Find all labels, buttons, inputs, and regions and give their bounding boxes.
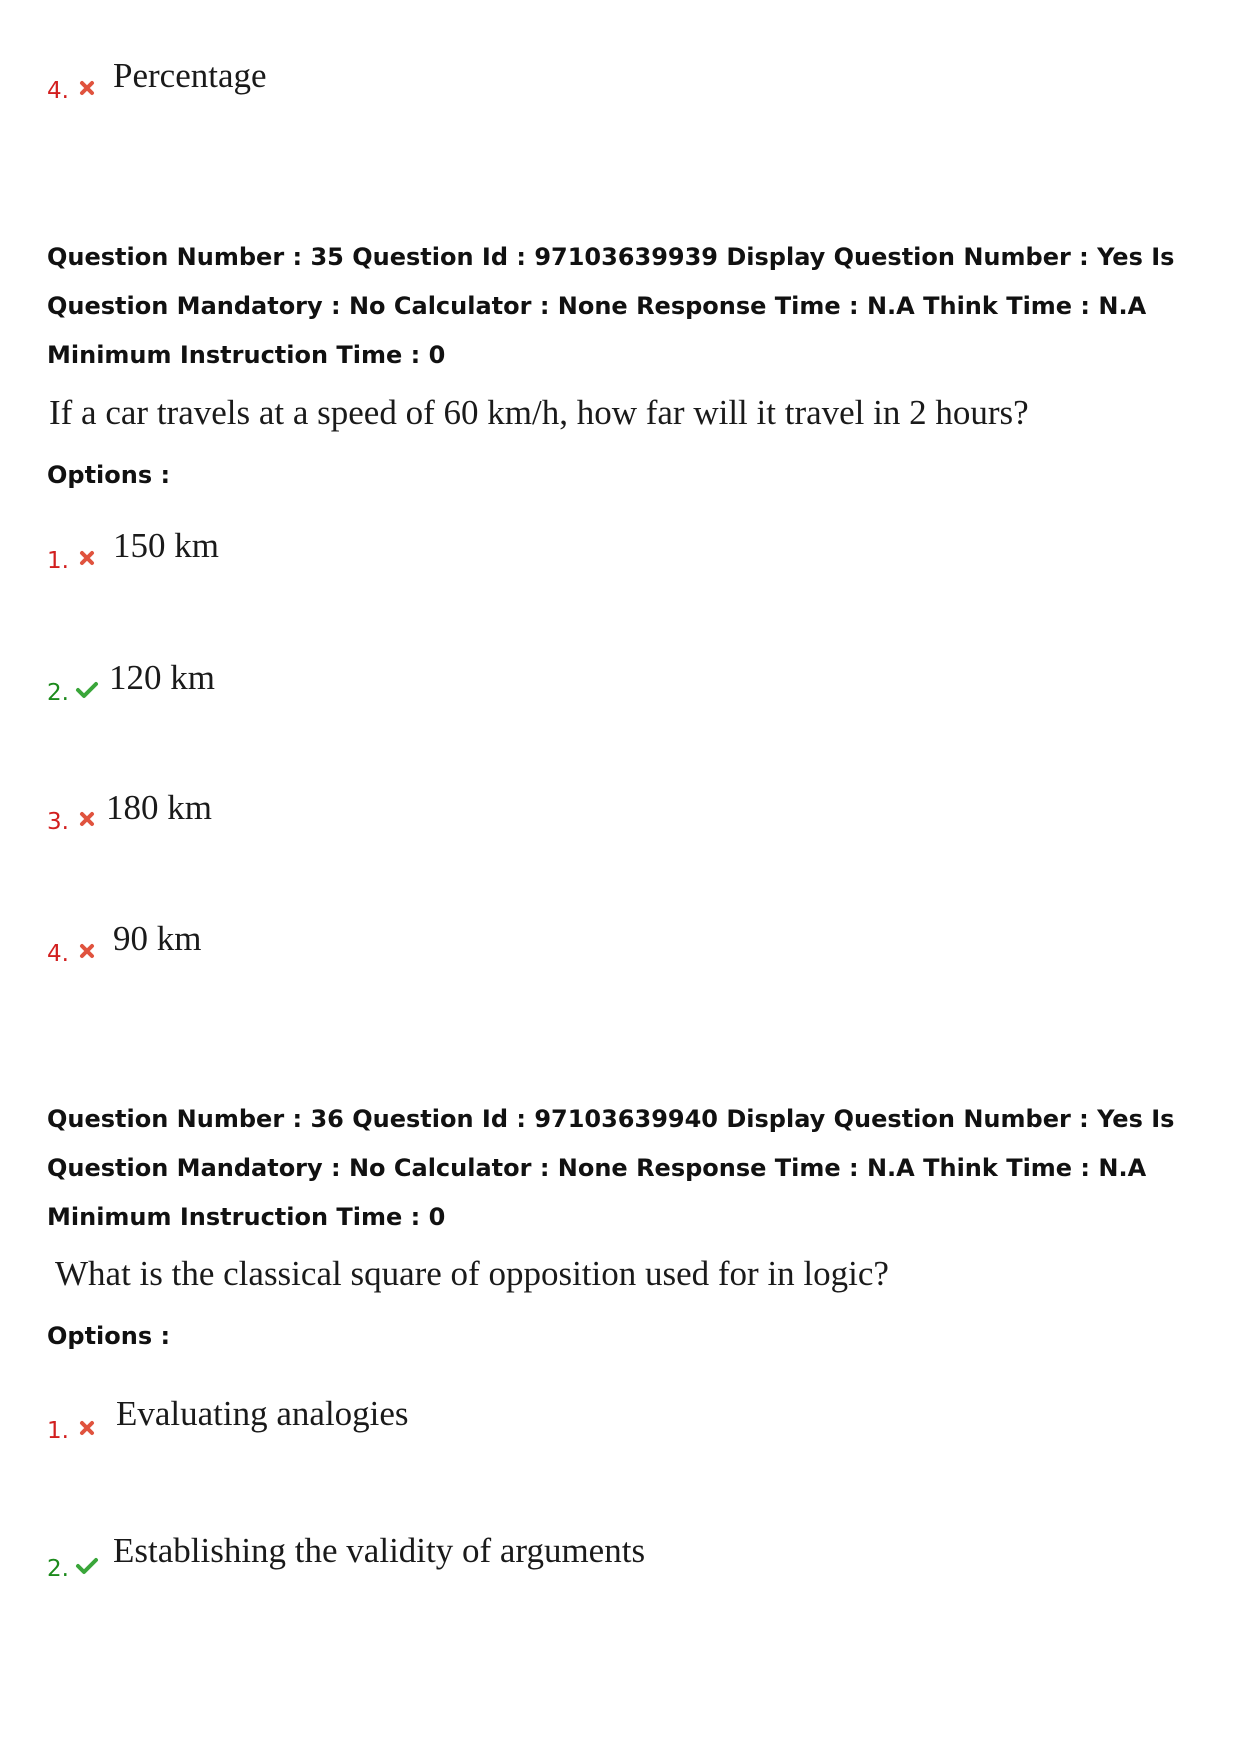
option-text: 150 km	[113, 526, 219, 565]
option-text: 90 km	[113, 919, 202, 958]
option-number: 2.	[47, 680, 69, 706]
question-meta: Question Number : 36 Question Id : 97103639940 Display Question Number : Yes Is Question Mandatory : No Calculator : None Response Time : N.A Think Time : N.A Minimum Instruction Time : 0	[47, 1105, 1175, 1231]
question-text: If a car travels at a speed of 60 km/h, how far will it travel in 2 hours?	[49, 393, 1029, 432]
question-text: What is the classical square of opposition used for in logic?	[55, 1254, 889, 1293]
option-number: 4.	[47, 78, 69, 104]
options-label: Options :	[47, 461, 171, 489]
option-text: Percentage	[113, 56, 267, 95]
options-label: Options :	[47, 1322, 171, 1350]
option-number: 1.	[47, 1418, 69, 1444]
option-number: 1.	[47, 548, 69, 574]
cross-icon	[77, 809, 97, 829]
cross-icon	[77, 78, 97, 98]
question-meta: Question Number : 35 Question Id : 97103639939 Display Question Number : Yes Is Question Mandatory : No Calculator : None Response Time : N.A Think Time : N.A Minimum Instruction Time : 0	[47, 243, 1175, 369]
cross-icon	[77, 941, 97, 961]
cross-icon	[77, 1418, 97, 1438]
option-text: Evaluating analogies	[116, 1394, 409, 1433]
option-text: 120 km	[109, 658, 215, 697]
option-number: 3.	[47, 809, 69, 835]
cross-icon	[77, 548, 97, 568]
option-text: 180 km	[106, 788, 212, 827]
check-icon	[75, 680, 99, 700]
option-text: Establishing the validity of arguments	[113, 1531, 646, 1570]
option-number: 2.	[47, 1556, 69, 1582]
check-icon	[75, 1556, 99, 1576]
option-number: 4.	[47, 941, 69, 967]
